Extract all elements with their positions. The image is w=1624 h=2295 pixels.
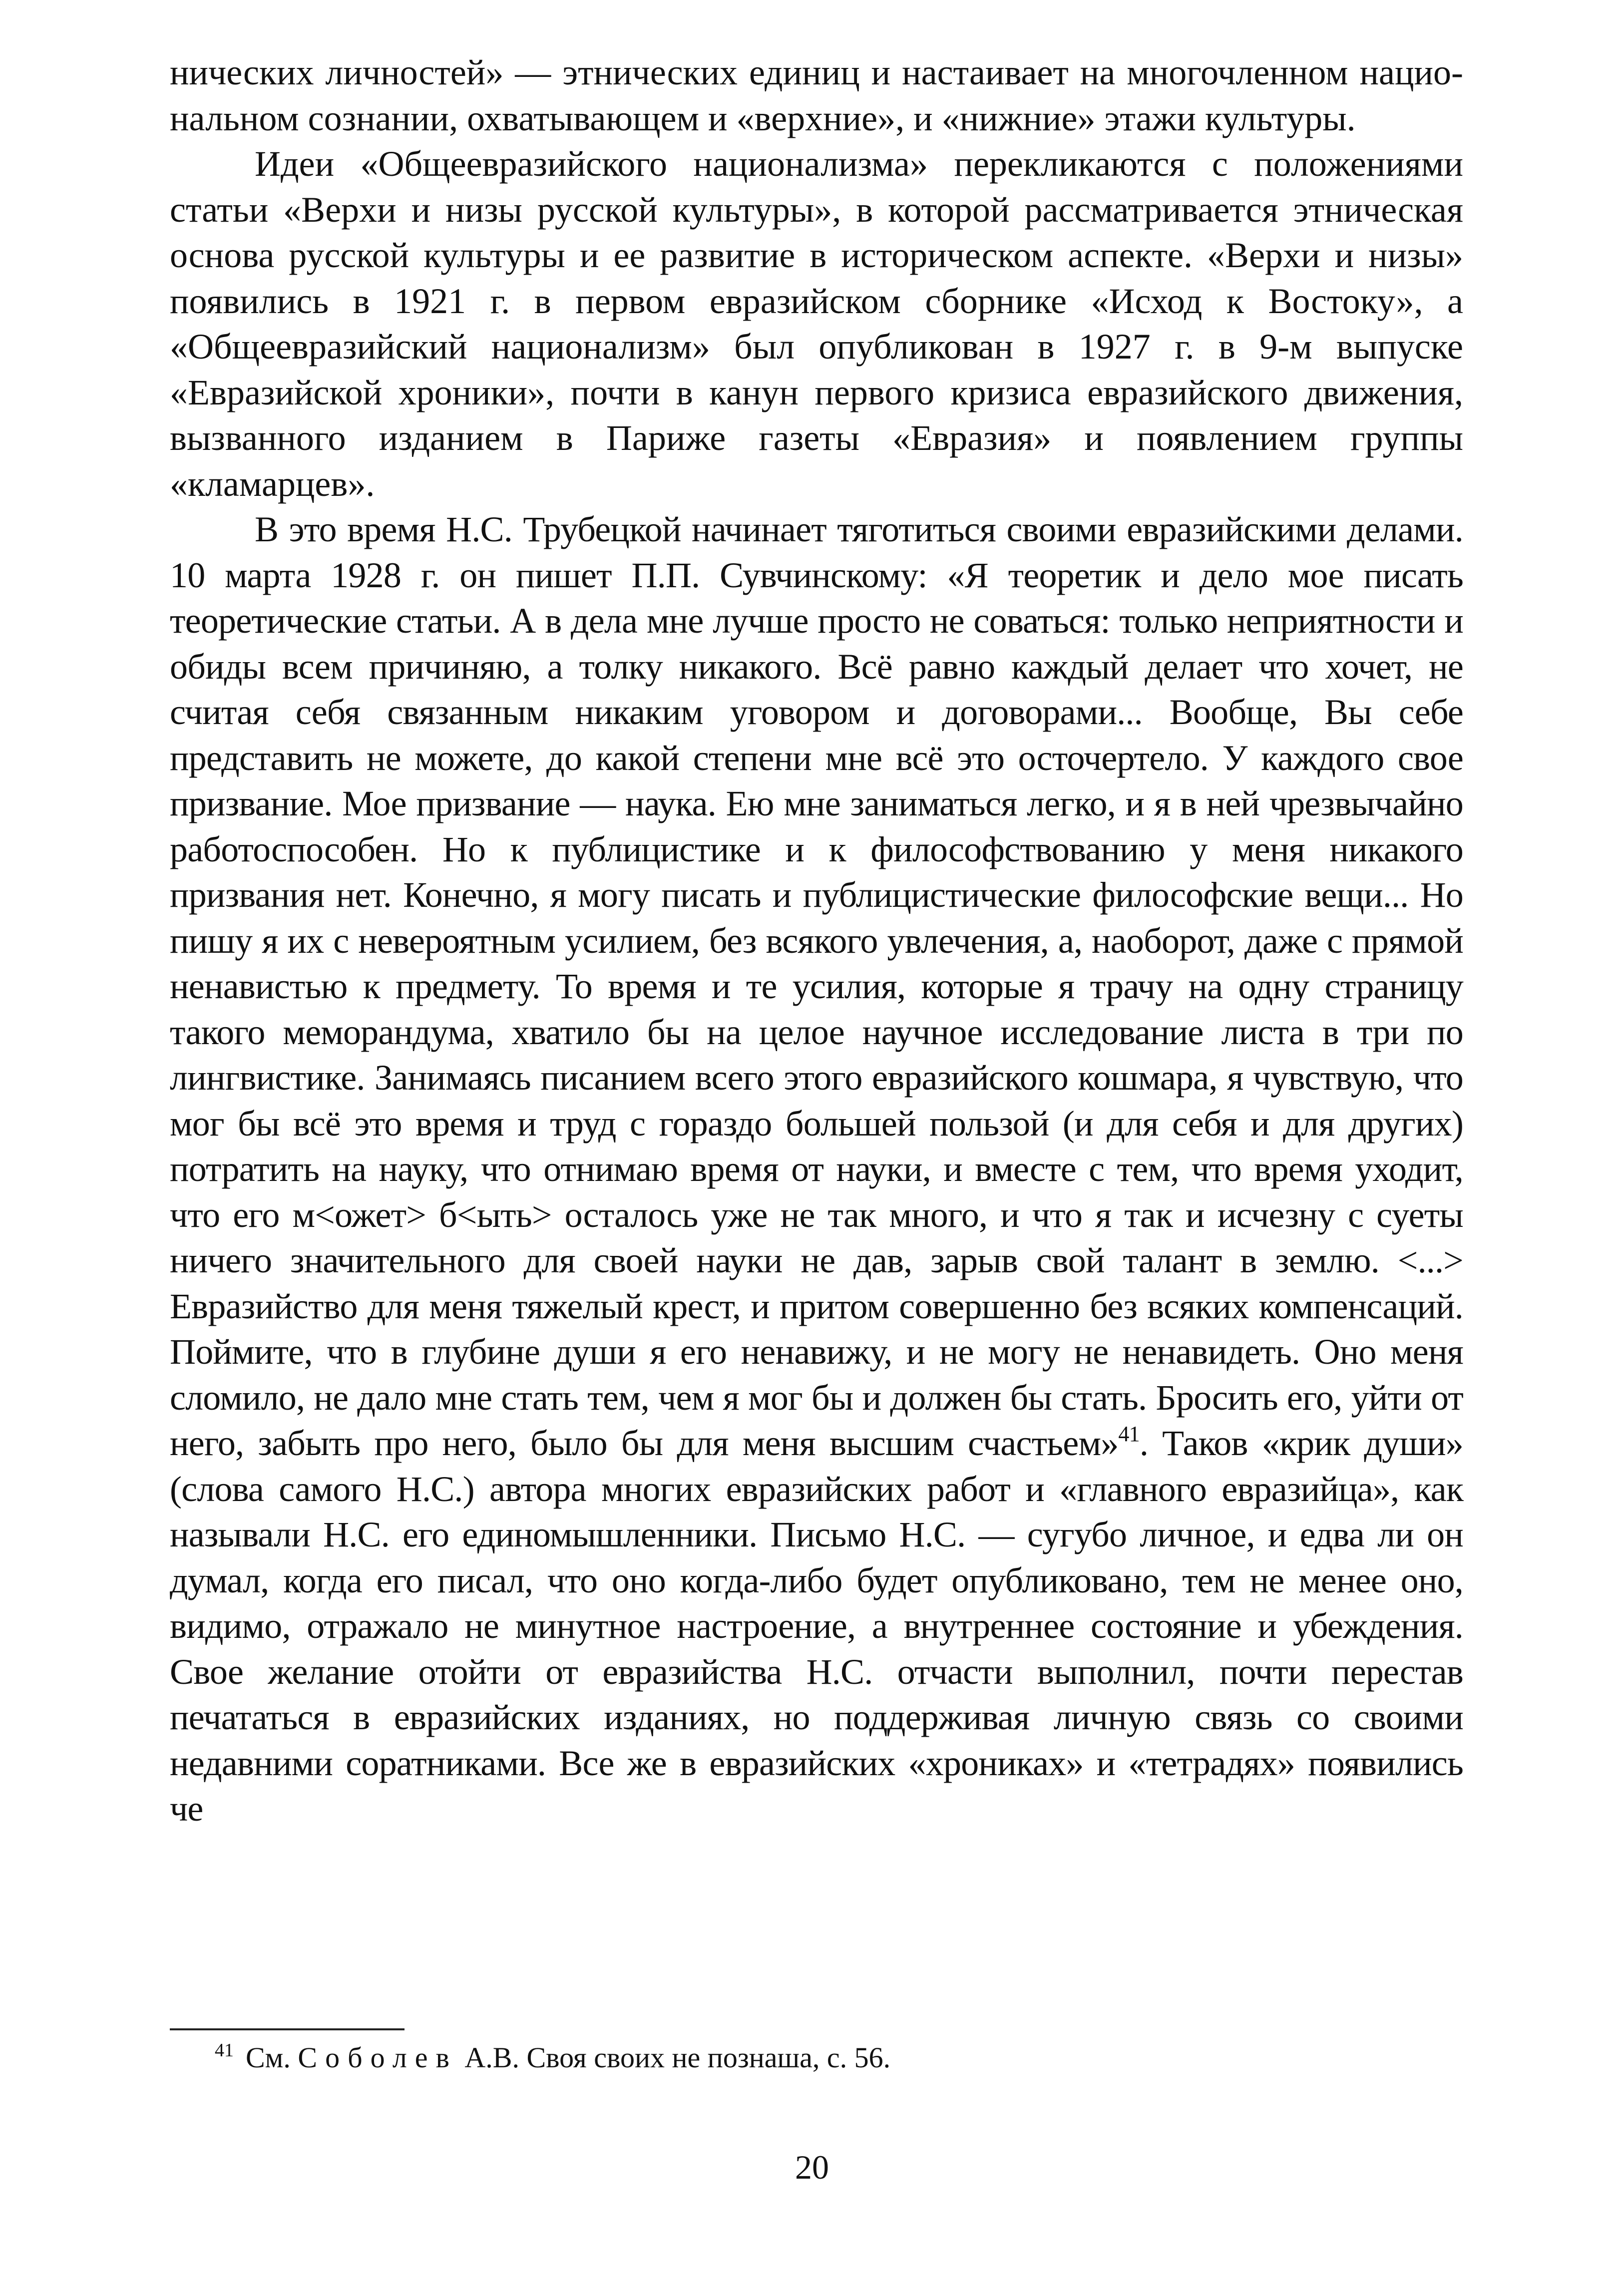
letter-quote-text: В это время Н.С. Трубецкой начинает тяготиться своими евразийскими делами. 10 марта 1928 г. он пишет П.П. Сувчинскому: «Я теоретик и дело мое писать теоретические статьи. А в дела мне лучше просто не соваться: только неприятности и обиды всем причиняю, а толку никакого. Всё равно каждый делает что хочет, не считая себя связанным никаким уговором и договорами... Вообще, Вы себе представить не можете, до какой степени мне всё это осточертело. У каждого свое призвание. Мое призвание — наука. Ею мне заниматься легко, и я в ней чрезвычайно работоспособен. Но к публицистике и к философствованию у меня никакого призвания нет. Конечно, я могу писать и публицистические философские вещи... Но пишу я их с невероятным усилием, без всякого увлечения, а, наоборот, даже с прямой ненавистью к предмету. То время и те усилия, которые я трачу на одну страницу такого меморандума, хватило бы на целое научное исследование листа в три по лингвистике. Занимаясь писанием всего этого евразийского кошмара, я чувствую, что мог бы всё это время и труд с гораздо большей пользой (и для себя и для других) потратить на науку, что отнимаю время от науки, и вместе с тем, что время уходит, что его м<ожет> б<ыть> осталось уже не так много, и что я так и исчезну с суеты ничего значительного для своей науки не дав, зарыв свой талант в землю. <...> Евразийство для меня тяжелый крест, и притом совершенно без всяких компенсаций. Поймите, что в глубине души я его ненавижу, и не могу не ненавидеть. Оно меня сломило, не дало мне стать тем, чем я мог бы и должен бы стать. Бросить его, уйти от него, забыть про него, было бы для меня высшим счастьем» — [170, 509, 1463, 1463]
paragraph-continued: нических личностей» — этнических единиц и настаивает на многочленном национальном сознании, охватывающем и «верхние», и «нижние» этажи культуры. — [170, 52, 1463, 138]
letter-commentary-text: . Таков «крик души» (слова самого Н.С.) автора многих евразийских работ и «главного евразийца», как называли Н.С. его единомышленники. Письмо Н.С. — сугубо личное, и едва ли он думал, когда его писал, что оно когда-либо будет опубликовано, тем не менее оно, видимо, отражало не минутное настроение, а внутреннее состояние и убеждения. Свое желание отойти от евразийства Н.С. отчасти выполнил, почти перестав печататься в евразийских изданиях, но поддерживая личную связь со своими недавними соратниками. Все же в евразийских «хрониках» и «тетрадях» появились че — [170, 1423, 1463, 1829]
paragraph-eurasian-nationalism: Идеи «Общеевразийского национализма» перекликаются с положениями статьи «Верхи и низы русской культуры», в которой рассматривается этническая основа русской культуры и ее развитие в историческом аспекте. «Верхи и низы» появились в 1921 г. в первом евразийском сборнике «Исход к Востоку», а «Общеевразийский национализм» был опубликован в 1927 г. в 9-м выпуске «Евразийской хроники», почти в канун первого кризиса евразийского движения, вызванного изданием в Париже газеты «Евразия» и появлением группы «кламарцев». — [170, 144, 1463, 504]
footnote — [215, 2040, 1413, 2075]
paragraph-trubetskoy-letter — [170, 507, 1463, 1832]
page-body — [170, 50, 1463, 1832]
page-number: 20 — [795, 2148, 829, 2186]
footnote-number: 41 — [215, 2040, 234, 2061]
footnote-divider — [170, 2028, 405, 2030]
footnote-prefix: См. — [246, 2041, 291, 2074]
footnote-reference: 41 — [1118, 1422, 1140, 1446]
footnote-text: А.В. Своя своих не познаша, с. 56. — [464, 2041, 891, 2074]
body-text — [170, 50, 1463, 1832]
footnote-author: Соболев — [298, 2041, 457, 2074]
